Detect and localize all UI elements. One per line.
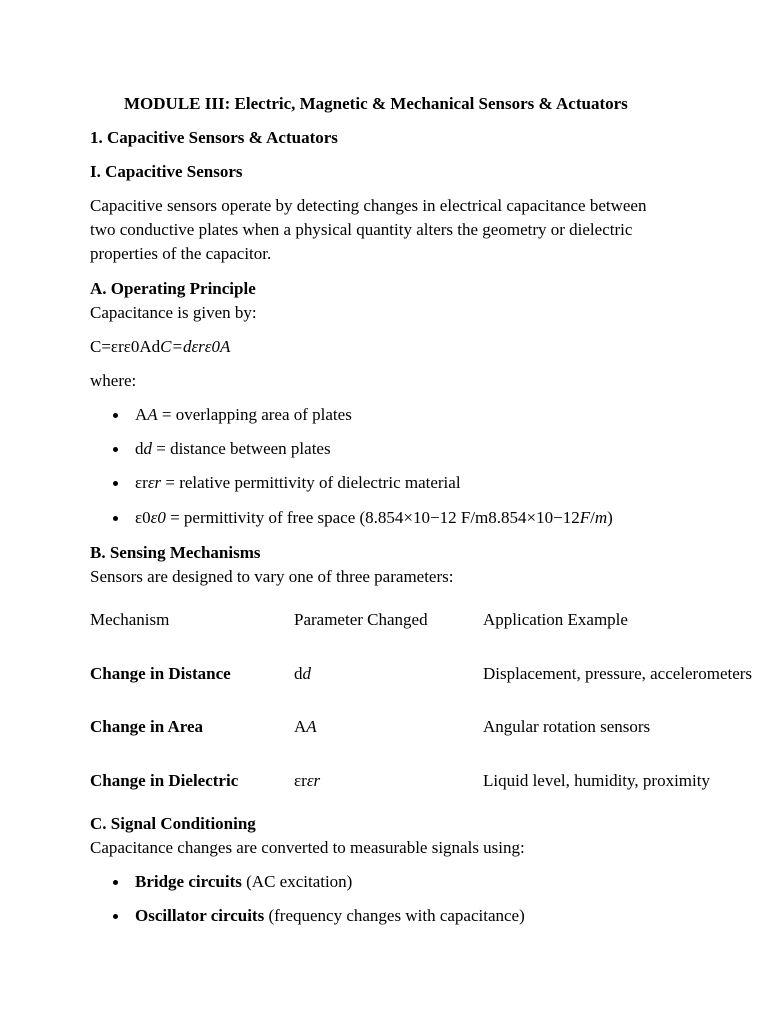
table-header: Parameter Changed bbox=[294, 610, 428, 629]
heading-sensing-mechanisms: B. Sensing Mechanisms bbox=[90, 543, 261, 562]
bullet-icon bbox=[112, 506, 120, 514]
table-cell-example: Liquid level, humidity, proximity bbox=[483, 771, 710, 790]
bullet-icon bbox=[112, 437, 120, 445]
bullet-icon bbox=[112, 471, 120, 479]
bullet-icon bbox=[112, 403, 120, 411]
table-cell-parameter: dd bbox=[294, 664, 311, 683]
list-item: dd = distance between plates bbox=[135, 439, 331, 458]
bullet-icon bbox=[112, 870, 120, 878]
capacitance-intro: Capacitance is given by: bbox=[90, 303, 257, 322]
list-item: εrεr = relative permittivity of dielectric material bbox=[135, 473, 461, 492]
list-item: ε0ε0 = permittivity of free space (8.854×10−12 F/m8.854×10−12F/m) bbox=[135, 508, 613, 527]
conditioning-intro: Capacitance changes are converted to measurable signals using: bbox=[90, 838, 525, 857]
table-header: Mechanism bbox=[90, 610, 170, 629]
subsection-heading: I. Capacitive Sensors bbox=[90, 162, 243, 181]
intro-line: two conductive plates when a physical quantity alters the geometry or dielectric bbox=[90, 220, 633, 239]
section-heading: 1. Capacitive Sensors & Actuators bbox=[90, 128, 338, 147]
table-cell-mechanism: Change in Distance bbox=[90, 664, 231, 683]
where-label: where: bbox=[90, 371, 137, 390]
list-item: Oscillator circuits (frequency changes with capacitance) bbox=[135, 906, 525, 925]
list-item: Bridge circuits (AC excitation) bbox=[135, 872, 353, 891]
table-cell-example: Displacement, pressure, accelerometers bbox=[483, 664, 753, 683]
table-cell-mechanism: Change in Area bbox=[90, 717, 204, 736]
list-item: AA = overlapping area of plates bbox=[135, 405, 352, 424]
intro-line: Capacitive sensors operate by detecting changes in electrical capacitance between bbox=[90, 196, 647, 215]
heading-operating-principle: A. Operating Principle bbox=[90, 279, 256, 298]
page-title: MODULE III: Electric, Magnetic & Mechanical Sensors & Actuators bbox=[124, 94, 628, 113]
mechanisms-intro: Sensors are designed to vary one of three parameters: bbox=[90, 567, 454, 586]
table-cell-mechanism: Change in Dielectric bbox=[90, 771, 239, 790]
table-cell-parameter: εrεr bbox=[294, 771, 321, 790]
heading-signal-conditioning: C. Signal Conditioning bbox=[90, 814, 256, 833]
table-header: Application Example bbox=[483, 610, 628, 629]
table-cell-example: Angular rotation sensors bbox=[483, 717, 651, 736]
table-cell-parameter: AA bbox=[294, 717, 317, 736]
intro-paragraph bbox=[90, 194, 690, 266]
intro-line: properties of the capacitor. bbox=[90, 244, 272, 263]
bullet-icon bbox=[112, 904, 120, 912]
capacitance-formula: C=εrε0AdC=dεrε0A bbox=[90, 337, 231, 356]
